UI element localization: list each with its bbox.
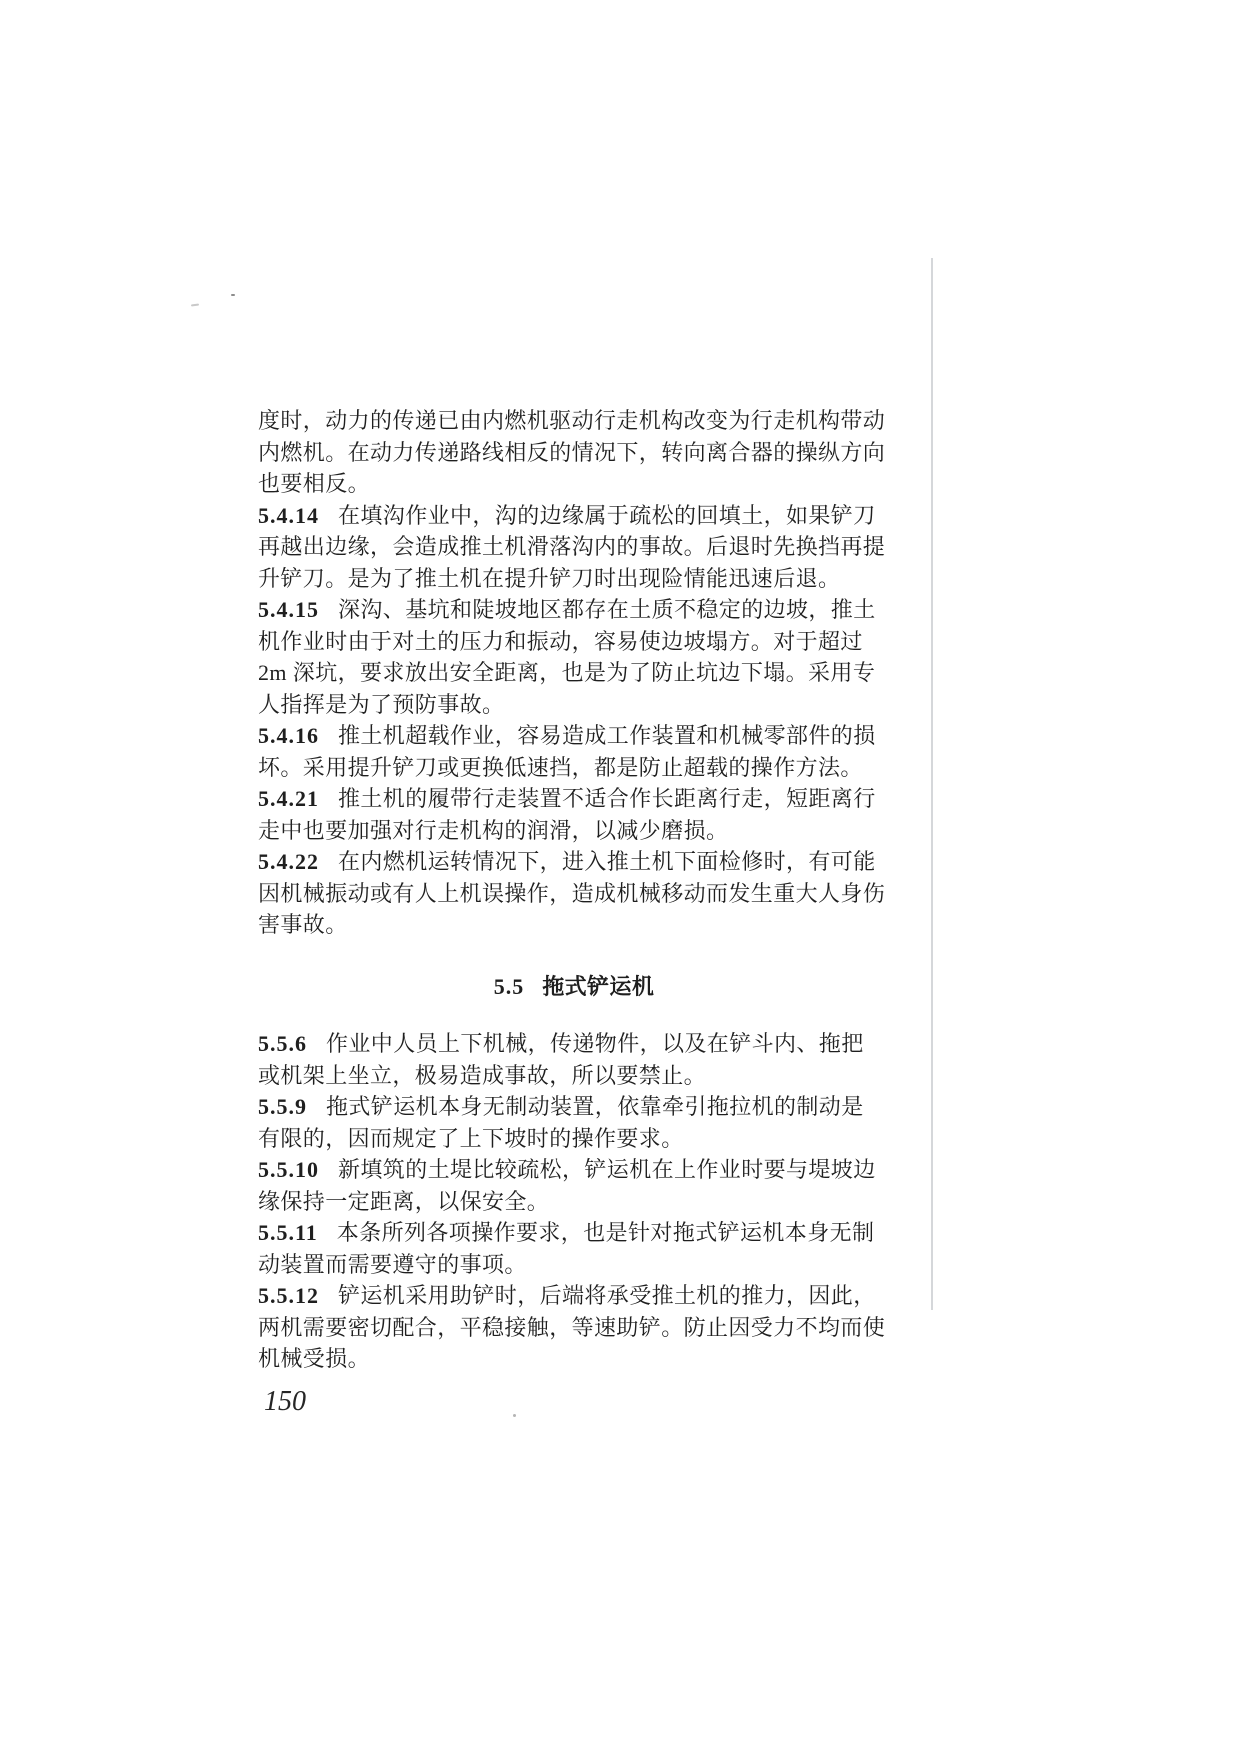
text-line: 度时，动力的传递已由内燃机驱动行走机构改变为行走机构带动 — [258, 408, 886, 433]
clause-5-4-21 — [258, 783, 890, 846]
body-text — [258, 405, 890, 1375]
text-line: 也要相反。 — [258, 471, 371, 496]
text-line — [258, 1154, 890, 1186]
scan-speck — [231, 294, 235, 296]
text-line — [258, 1217, 890, 1249]
clause-text: 新填筑的土堤比较疏松，铲运机在上作业时要与堤坡边 — [338, 1157, 876, 1182]
text-line — [258, 1280, 890, 1312]
clause-text: 在填沟作业中，沟的边缘属于疏松的回填土，如果铲刀 — [338, 502, 876, 528]
clause-text: 本条所列各项操作要求，也是针对拖式铲运机本身无制 — [336, 1220, 875, 1245]
section-number: 5.5 — [493, 973, 525, 999]
clause-text: 推土机的履带行走装置不适合作长距离行走，短距离行 — [338, 786, 876, 811]
text-line: 内燃机。在动力传递路线相反的情况下，转向离合器的操纵方向 — [258, 439, 886, 465]
text-line: 机械受损。 — [258, 1346, 371, 1371]
text-line — [258, 846, 890, 878]
clause-number: 5.4.21 — [258, 786, 319, 811]
clause-text: 在内燃机运转情况下，进入推土机下面检修时，有可能 — [338, 849, 876, 874]
page-number: 150 — [264, 1386, 306, 1417]
clause-5-5-11 — [258, 1217, 890, 1280]
clause-number: 5.5.11 — [258, 1220, 318, 1245]
text-line: 或机架上坐立，极易造成事故，所以要禁止。 — [258, 1062, 707, 1088]
text-line: 再越出边缘，会造成推土机滑落沟内的事故。后退时先换挡再提 — [258, 534, 886, 559]
text-line — [258, 500, 890, 532]
scan-edge-shadow — [931, 258, 933, 1310]
clause-number: 5.4.22 — [258, 849, 319, 874]
clause-number: 5.5.12 — [258, 1283, 319, 1308]
text-line: 走中也要加强对行走机构的润滑，以减少磨损。 — [258, 817, 729, 843]
clause-text: 作业中人员上下机械，传递物件，以及在铲斗内、拖把 — [326, 1031, 864, 1056]
text-line: 缘保持一定距离，以保安全。 — [258, 1188, 550, 1214]
clause-5-4-14 — [258, 500, 890, 595]
clause-text: 铲运机采用助铲时，后端将承受推土机的推力，因此， — [338, 1283, 876, 1308]
section-heading — [258, 971, 890, 1003]
clause-5-4-16 — [258, 720, 890, 783]
clause-5-5-9 — [258, 1091, 890, 1154]
section-title: 拖式铲运机 — [542, 973, 655, 999]
clause-5-5-12 — [258, 1280, 890, 1375]
text-line: 人指挥是为了预防事故。 — [258, 691, 505, 717]
clause-text: 推土机超载作业，容易造成工作装置和机械零部件的损 — [338, 723, 876, 748]
text-line: 升铲刀。是为了推土机在提升铲刀时出现险情能迅速后退。 — [258, 565, 841, 591]
text-line: 因机械振动或有人上机误操作，造成机械移动而发生重大人身伤 — [258, 880, 886, 906]
clause-number: 5.4.14 — [258, 502, 319, 528]
clause-5-4-15 — [258, 594, 890, 720]
scan-speck — [191, 303, 199, 306]
intro-paragraph — [258, 405, 890, 500]
text-line — [258, 1091, 890, 1123]
text-line: 动装置而需要遵守的事项。 — [258, 1251, 527, 1277]
clause-number: 5.4.15 — [258, 597, 319, 622]
clause-number: 5.5.9 — [258, 1094, 307, 1119]
clause-text: 深沟、基坑和陡坡地区都存在土质不稳定的边坡，推土 — [338, 597, 876, 622]
text-line: 坏。采用提升铲刀或更换低速挡，都是防止超载的操作方法。 — [258, 754, 863, 780]
text-line: 2m 深坑，要求放出安全距离，也是为了防止坑边下塌。采用专 — [258, 660, 876, 685]
text-line: 机作业时由于对土的压力和振动，容易使边坡塌方。对于超过 — [258, 628, 863, 654]
text-line — [258, 720, 890, 752]
text-line: 两机需要密切配合，平稳接触，等速助铲。防止因受力不均而使 — [258, 1314, 886, 1340]
clause-5-4-22 — [258, 846, 890, 941]
clause-number: 5.5.10 — [258, 1157, 319, 1182]
clause-5-5-6 — [258, 1028, 890, 1091]
text-line — [258, 1028, 890, 1060]
clause-number: 5.4.16 — [258, 723, 319, 748]
text-line: 有限的，因而规定了上下坡时的操作要求。 — [258, 1125, 684, 1151]
text-line — [258, 783, 890, 815]
scan-speck — [513, 1414, 516, 1417]
text-line — [258, 594, 890, 626]
text-line: 害事故。 — [258, 912, 348, 937]
clause-number: 5.5.6 — [258, 1031, 307, 1056]
clause-text: 拖式铲运机本身无制动装置，依靠牵引拖拉机的制动是 — [326, 1094, 864, 1119]
clause-5-5-10 — [258, 1154, 890, 1217]
